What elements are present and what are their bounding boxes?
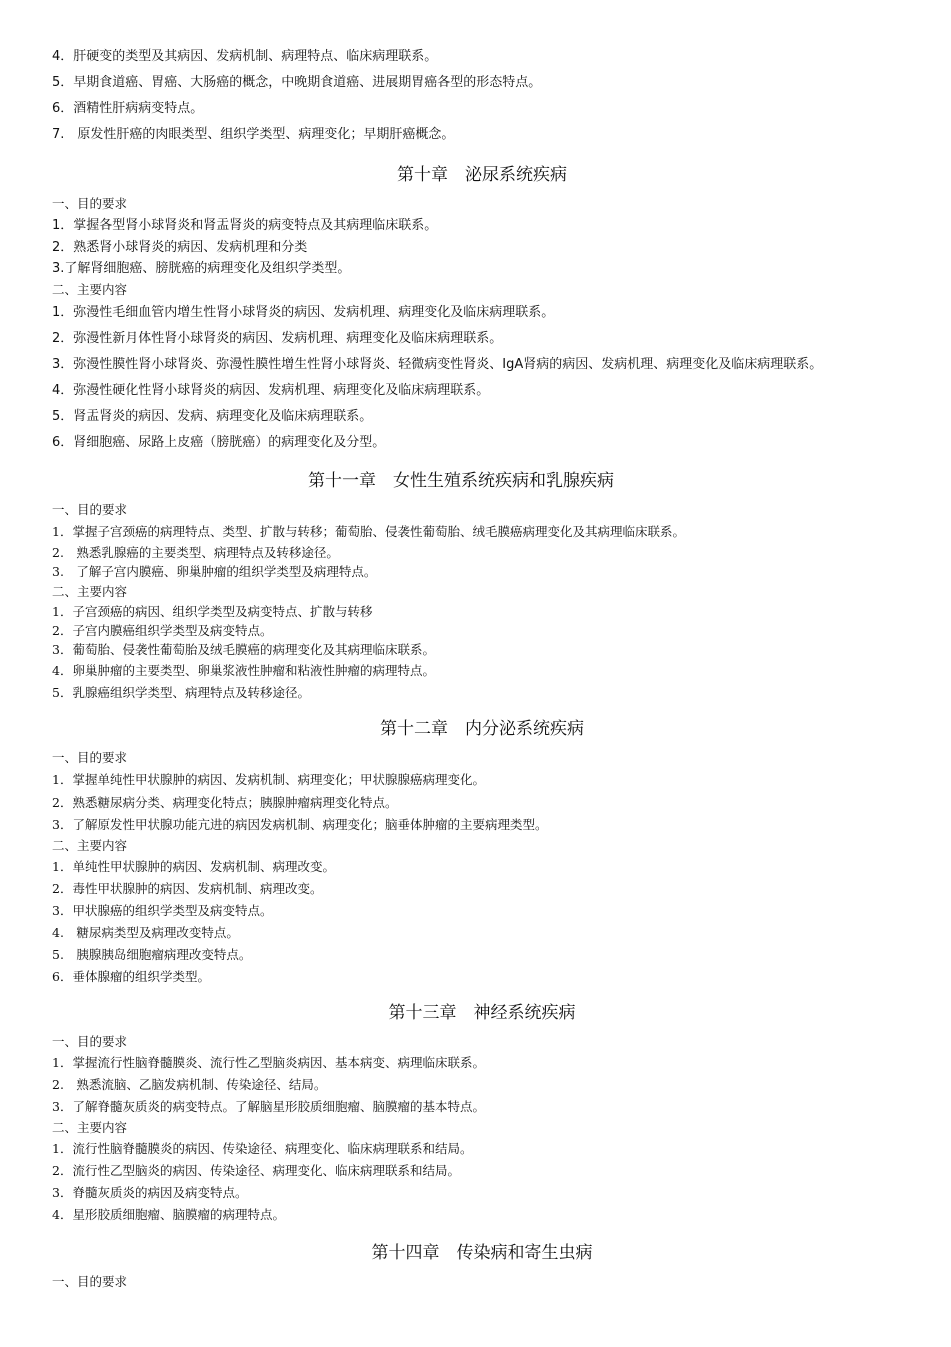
list-item: 7. 原发性肝癌的肉眼类型、组织学类型、病理变化；早期肝癌概念。: [52, 127, 455, 142]
section-heading: 二、主要内容: [52, 282, 128, 297]
section-heading: 二、主要内容: [52, 1120, 128, 1135]
list-item: 2．流行性乙型脑炎的病因、传染途径、病理变化、临床病理联系和结局。: [52, 1163, 460, 1178]
chapter-title: 第十章 泌尿系统疾病: [397, 165, 567, 185]
list-item: 2．毒性甲状腺肿的病因、发病机制、病理改变。: [52, 881, 323, 896]
list-item: 6．肾细胞癌、尿路上皮癌（膀胱癌）的病理变化及分型。: [52, 435, 386, 450]
document-page: [52, 44, 912, 1292]
list-item: 6．酒精性肝病病变特点。: [52, 101, 204, 116]
list-item: 3．甲状腺癌的组织学类型及病变特点。: [52, 903, 273, 918]
chapter-title: 第十三章 神经系统疾病: [388, 1003, 576, 1023]
list-item: 4. 糖尿病类型及病理改变特点。: [52, 925, 239, 940]
list-item: 3．了解原发性甲状腺功能亢进的病因发病机制、病理变化；脑垂体肿瘤的主要病理类型。: [52, 817, 548, 832]
list-item: 1．掌握流行性脑脊髓膜炎、流行性乙型脑炎病因、基本病变、病理临床联系。: [52, 1055, 485, 1070]
section-heading: 二、主要内容: [52, 584, 128, 599]
list-item: 2．子宫内膜癌组织学类型及病变特点。: [52, 623, 273, 638]
list-item: 2．熟悉肾小球肾炎的病因、发病机理和分类: [52, 240, 308, 255]
section-heading: 二、主要内容: [52, 838, 128, 853]
list-item: 1．掌握各型肾小球肾炎和肾盂肾炎的病变特点及其病理临床联系。: [52, 218, 438, 233]
list-item: 2．弥漫性新月体性肾小球肾炎的病因、发病机理、病理变化及临床病理联系。: [52, 331, 503, 346]
list-item: 2. 熟悉流脑、乙脑发病机制、传染途径、结局。: [52, 1077, 327, 1092]
list-item: 3．脊髓灰质炎的病因及病变特点。: [52, 1185, 248, 1200]
section-heading: 一、目的要求: [52, 750, 128, 765]
list-item: 6．垂体腺瘤的组织学类型。: [52, 969, 210, 984]
list-item: 4．卵巢肿瘤的主要类型、卵巢浆液性肿瘤和粘液性肿瘤的病理特点。: [52, 663, 435, 678]
list-item: 4．弥漫性硬化性肾小球肾炎的病因、发病机理、病理变化及临床病理联系。: [52, 383, 490, 398]
chapter-title: 第十二章 内分泌系统疾病: [380, 719, 584, 739]
list-item: 3．了解脊髓灰质炎的病变特点。了解脑星形胶质细胞瘤、脑膜瘤的基本特点。: [52, 1099, 485, 1114]
list-item: 5．乳腺癌组织学类型、病理特点及转移途径。: [52, 685, 310, 700]
section-heading: 一、目的要求: [52, 1274, 128, 1289]
list-item: 4．肝硬变的类型及其病因、发病机制、病理特点、临床病理联系。: [52, 49, 438, 64]
list-item: 5. 胰腺胰岛细胞瘤病理改变特点。: [52, 947, 252, 962]
list-item: 1．弥漫性毛细血管内增生性肾小球肾炎的病因、发病机理、病理变化及临床病理联系。: [52, 305, 555, 320]
section-heading: 一、目的要求: [52, 196, 128, 211]
chapter-title: 第十一章 女性生殖系统疾病和乳腺疾病: [308, 471, 614, 491]
list-item: 1．单纯性甲状腺肿的病因、发病机制、病理改变。: [52, 859, 335, 874]
list-item: 5．肾盂肾炎的病因、发病、病理变化及临床病理联系。: [52, 409, 373, 424]
list-item: 1．流行性脑脊髓膜炎的病因、传染途径、病理变化、临床病理联系和结局。: [52, 1141, 473, 1156]
section-heading: 一、目的要求: [52, 502, 128, 517]
list-item: 1．掌握单纯性甲状腺肿的病因、发病机制、病理变化；甲状腺腺癌病理变化。: [52, 772, 485, 787]
list-item: 5．早期食道癌、胃癌、大肠癌的概念，中晚期食道癌、进展期胃癌各型的形态特点。: [52, 75, 542, 90]
list-item: 3．葡萄胎、侵袭性葡萄胎及绒毛膜癌的病理变化及其病理临床联系。: [52, 642, 435, 657]
list-item: 2．熟悉糖尿病分类、病理变化特点；胰腺肿瘤病理变化特点。: [52, 795, 398, 810]
section-heading: 一、目的要求: [52, 1034, 128, 1049]
list-item: 1．子宫颈癌的病因、组织学类型及病变特点、扩散与转移: [52, 604, 373, 619]
chapter-title: 第十四章 传染病和寄生虫病: [371, 1243, 593, 1263]
list-item: 4．星形胶质细胞瘤、脑膜瘤的病理特点。: [52, 1207, 285, 1222]
list-item: 3.了解肾细胞癌、膀胱癌的病理变化及组织学类型。: [52, 261, 351, 276]
list-item: 1．掌握子宫颈癌的病理特点、类型、扩散与转移；葡萄胎、侵袭性葡萄胎、绒毛膜癌病理变化及其病理临床联系。: [52, 524, 685, 539]
list-item: 3. 了解子宫内膜癌、卵巢肿瘤的组织学类型及病理特点。: [52, 564, 377, 579]
list-item: 2. 熟悉乳腺癌的主要类型、病理特点及转移途径。: [52, 545, 339, 560]
list-item: 3．弥漫性膜性肾小球肾炎、弥漫性膜性增生性肾小球肾炎、轻微病变性肾炎、IgA肾病的病因、发病机理、病理变化及临床病理联系。: [52, 357, 823, 372]
